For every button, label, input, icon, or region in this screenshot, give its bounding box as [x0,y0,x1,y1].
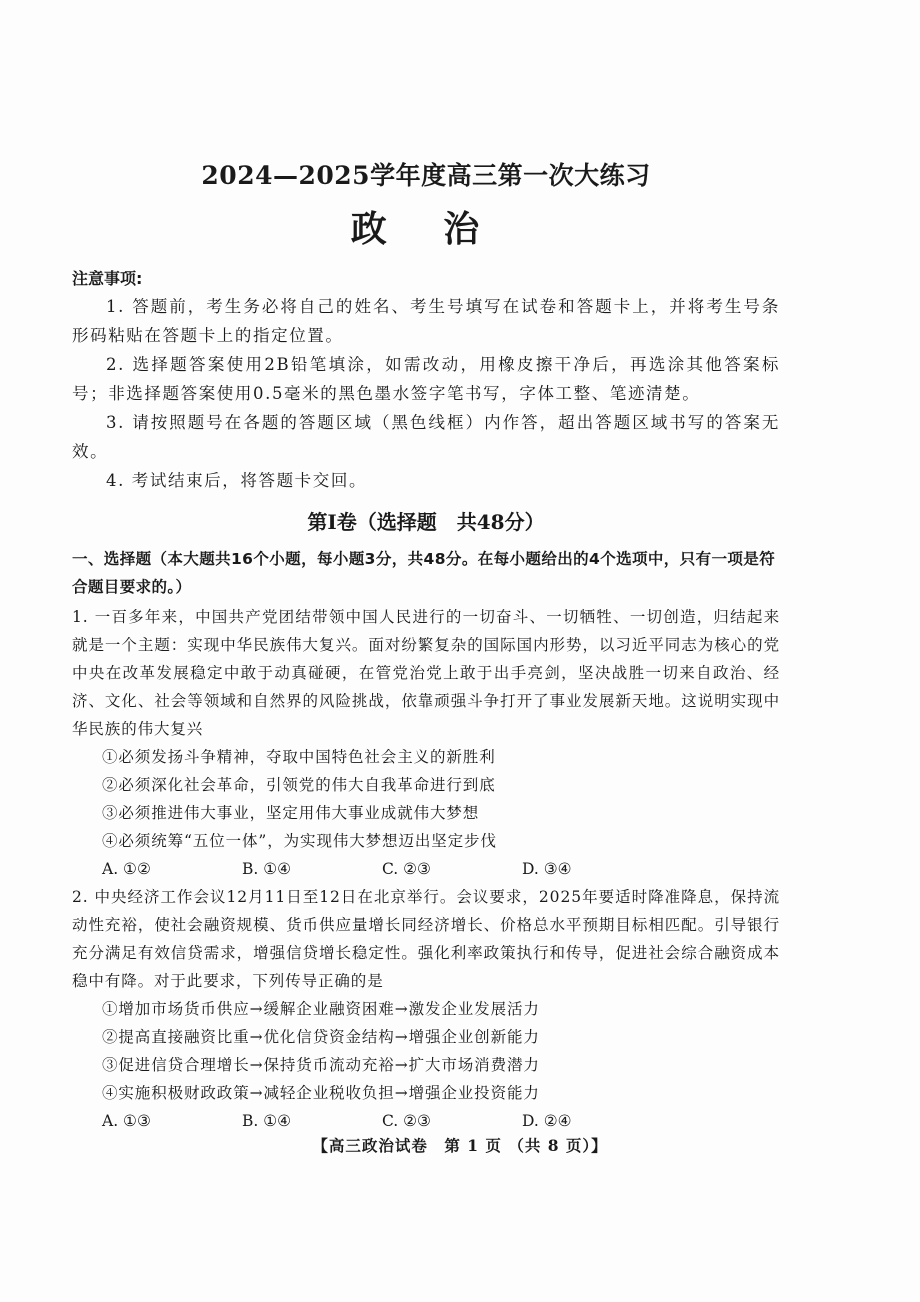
part-intro: 一、选择题（本大题共16个小题，每小题3分，共48分。在每小题给出的4个选项中，只有一项是符合题目要求的。） [72,550,776,596]
subject-title: 政 治 [350,208,502,250]
page-footer: 【高三政治试卷 第 1 页 （共 8 页）】 [312,1136,608,1155]
choice-d: D. ②④ [522,1112,572,1130]
section-title: 第I卷（选择题 共48分） [307,510,545,534]
question-2 [72,883,780,1135]
notice-item: 1. 答题前，考生务必将自己的姓名、考生号填写在试卷和答题卡上，并将考生号条形码粘贴在答题卡上的指定位置。 [72,297,780,345]
choice-c: C. ②③ [382,1112,431,1130]
answer-choices [72,1107,780,1135]
question-1 [72,603,780,883]
exam-title: 2024—2025学年度高三第一次大练习 [201,161,651,190]
choice-a: A. ①③ [102,1112,151,1130]
answer-choices [72,855,780,883]
choice-b: B. ①④ [242,860,292,878]
choice-b: B. ①④ [242,1112,292,1130]
notice-item: 4. 考试结束后，将答题卡交回。 [106,471,368,490]
notice-heading: 注意事项: [72,269,143,288]
statement-option: ①增加市场货币供应→缓解企业融资困难→激发企业发展活力 [102,1000,540,1018]
exam-sheet [72,160,780,1135]
statement-option: ①必须发扬斗争精神，夺取中国特色社会主义的新胜利 [102,748,496,766]
statement-option: ③促进信贷合理增长→保持货币流动充裕→扩大市场消费潜力 [102,1056,540,1074]
statement-option: ③必须推进伟大事业，坚定用伟大事业成就伟大梦想 [102,804,480,822]
notice-item: 3. 请按照题号在各题的答题区域（黑色线框）内作答，超出答题区域书写的答案无效。 [72,413,780,461]
choice-d: D. ③④ [522,860,572,878]
statement-option: ④必须统筹“五位一体”，为实现伟大梦想迈出坚定步伐 [102,832,497,850]
choice-c: C. ②③ [382,860,431,878]
choice-a: A. ①② [102,860,151,878]
notice-item: 2. 选择题答案使用2B铅笔填涂，如需改动，用橡皮擦干净后，再选涂其他答案标号；非选择题答案使用0.5毫米的黑色墨水签字笔书写，字体工整、笔迹清楚。 [72,355,780,403]
question-stem: 1. 一百多年来，中国共产党团结带领中国人民进行的一切奋斗、一切牺牲、一切创造，归结起来就是一个主题：实现中华民族伟大复兴。面对纷繁复杂的国际国内形势，以习近平同志为核心的党中央在改革发展稳定中敢于动真碰硬，在管党治党上敢于出手亮剑，坚决战胜一切来自政治、经济、文化、社会等领域和自然界的风险挑战，依靠顽强斗争打开了事业发展新天地。这说明实现中华民族的伟大复兴 [72,608,780,738]
statement-option: ②提高直接融资比重→优化信贷资金结构→增强企业创新能力 [102,1028,540,1046]
question-stem: 2. 中央经济工作会议12月11日至12日在北京举行。会议要求，2025年要适时降准降息，保持流动性充裕，使社会融资规模、货币供应量增长同经济增长、价格总水平预期目标相匹配。引导银行充分满足有效信贷需求，增强信贷增长稳定性。强化利率政策执行和传导，促进社会综合融资成本稳中有降。对于此要求，下列传导正确的是 [72,888,780,990]
statement-option: ②必须深化社会革命，引领党的伟大自我革命进行到底 [102,776,496,794]
statement-option: ④实施积极财政政策→减轻企业税收负担→增强企业投资能力 [102,1084,540,1102]
